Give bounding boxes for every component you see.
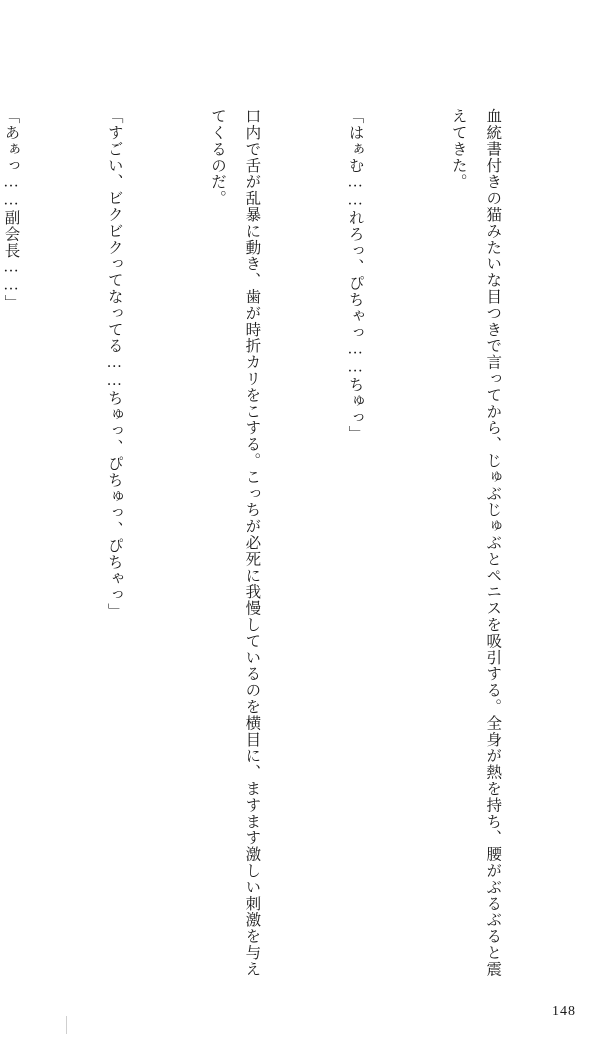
paragraph-dialogue: 「はぁむ……れろっ、ぴちゃっ……ちゅっ」 — [346, 108, 364, 442]
body-text — [2, 108, 578, 988]
gutter-mark — [66, 1016, 67, 1034]
paragraph-dialogue: 「あぁっ……副会長……」 — [2, 108, 20, 311]
page-number: 148 — [552, 1004, 576, 1019]
paragraph: 口内で舌が乱暴に動き、歯が時折カリをこする。こっちが必死に我慢しているのを横目に、ますます激しい刺激を与えてくるのだ。 — [208, 108, 261, 978]
paragraph: 血統書付きの猫みたいな目つきで言ってから、じゅぶじゅぶとペニスを吸引する。全身が熱を持ち、腰がぶるぶると震えてきた。 — [449, 108, 502, 978]
paragraph-dialogue: 「すごい、ビクビクってなってる……ちゅっ、ぴちゅっ、ぴちゃっ」 — [105, 108, 123, 620]
